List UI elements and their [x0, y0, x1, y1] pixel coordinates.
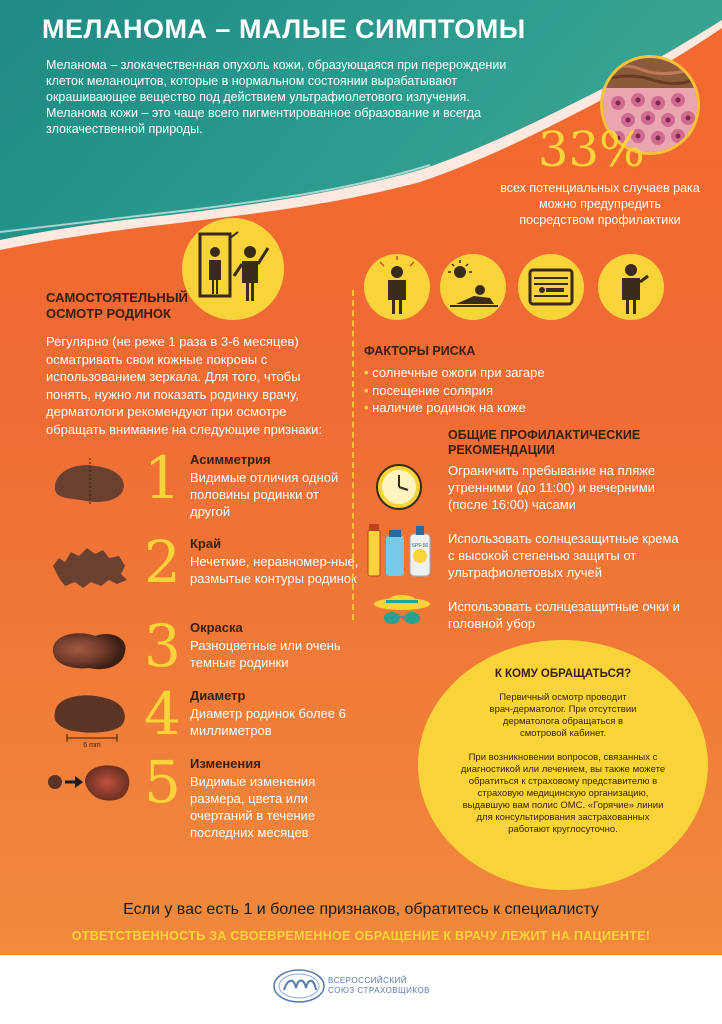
- prevention-heading-line1: ОБЩИЕ ПРОФИЛАКТИЧЕСКИЕ: [448, 428, 641, 442]
- prevention-text-hours: Ограничить пребывание на пляже утренними (до 11:00) и вечерними (после 16:00) часами: [448, 463, 656, 512]
- logo-text: [328, 976, 430, 996]
- sign-description: Нечеткие, неравномер-ные, размытые контуры родинок: [190, 554, 359, 586]
- risk-icon-sunbathing: [440, 254, 506, 320]
- hat-sunglasses-icon: [372, 588, 432, 628]
- sign-number: 5: [144, 748, 181, 816]
- contact-heading: К КОМУ ОБРАЩАТЬСЯ?: [494, 668, 632, 680]
- self-exam-text: Регулярно (не реже 1 раза в 3-6 месяцев) осматривать свои кожные покровы с использованием зеркала. Для того, чтобы понять, нужно ли показать родинку врачу, дерматологи рекомендуют при осмотре обращать внимание на следующие признаки:: [46, 334, 323, 437]
- logo-line1: ВСЕРОССИЙСКИЙ: [328, 976, 408, 985]
- risk-list: [364, 364, 545, 417]
- cream-label: SPF 50: [411, 543, 429, 549]
- prevention-heading: [448, 428, 688, 458]
- risk-heading: ФАКТОРЫ РИСКА: [364, 344, 476, 358]
- sign-title: Изменения: [190, 756, 261, 771]
- sign-number: 2: [144, 528, 181, 596]
- person-moles-icon: [598, 254, 664, 320]
- sign-item-evolution: [40, 748, 350, 840]
- intro-text: Меланома – злокачественная опухоль кожи, образующаяся при перерождении клеток меланоцитов, которые в нормальном состоянии вырабатывают окрашивающее вещество под действием ультрафиолетового излучения. Меланома кожи – это чаще всего пигментированное образование и всегда злокачественной природы.: [46, 58, 507, 136]
- statistic-text: всех потенциальных случаев рака можно предупредить посредством профилактики: [500, 181, 700, 227]
- sign-title: Край: [190, 536, 222, 551]
- sign-number: 1: [144, 444, 181, 512]
- sign-number: 3: [144, 612, 181, 680]
- self-exam-heading: [46, 290, 188, 322]
- sign-description: Видимые изменения размера, цвета или очертаний в течение последних месяцев: [190, 774, 316, 840]
- prevention-heading-line2: РЕКОМЕНДАЦИИ: [448, 443, 555, 457]
- sign-description: Видимые отличия одной половины родинки от другой: [190, 470, 339, 519]
- clock-icon: [374, 462, 424, 512]
- self-exam-heading-line2: ОСМОТР РОДИНОК: [46, 306, 171, 321]
- sign-description: Разноцветные или очень темные родинки: [190, 638, 341, 670]
- mole-multicolor-icon: [45, 620, 135, 680]
- sunbathing-icon: [440, 254, 506, 320]
- mirror-self-exam-illustration: [182, 218, 284, 320]
- sign-title: Асимметрия: [190, 452, 271, 467]
- contact-text-insurance: При возникновении вопросов, связанных с диагностикой или лечением, вы также можете обратиться к страховому представителю в страховую медицинскую организацию, выдавшую вам полис ОМС. «Горячие» линии для консультирования застрахованных работают круглосуточно.: [460, 752, 666, 835]
- sign-item-border: [40, 528, 359, 616]
- sign-item-asymmetry: [40, 444, 350, 532]
- insurers-union-logo-icon: [272, 968, 326, 1004]
- contact-text-primary: Первичный осмотр проводит врач-дерматолог. При отсутствии дерматолога обращаться в смотровой кабинет.: [489, 692, 637, 739]
- prevention-text-glasses: Использовать солнцезащитные очки и головной убор: [448, 599, 680, 631]
- sign-title: Окраска: [190, 620, 243, 635]
- page-title: МЕЛАНОМА – МАЛЫЕ СИМПТОМЫ: [42, 14, 526, 44]
- solarium-icon: [518, 254, 584, 320]
- list-item: • наличие родинок на коже: [364, 399, 545, 417]
- list-item: • солнечные ожоги при загаре: [364, 364, 545, 382]
- mole-irregular-border-icon: [45, 536, 135, 596]
- statistic-percent: 33%: [538, 122, 645, 178]
- self-exam-heading-line1: САМОСТОЯТЕЛЬНЫЙ: [46, 290, 188, 305]
- sunscreen-icon: [364, 522, 440, 580]
- mole-asymmetric-icon: [45, 452, 135, 512]
- list-item: • посещение солярия: [364, 382, 545, 400]
- mole-change-icon: [45, 756, 135, 816]
- mirror-person-icon: [182, 218, 284, 320]
- prevention-text-sunscreen: Использовать солнцезащитные крема с высокой степенью защиты от ультрафиолетовых лучей: [448, 531, 679, 580]
- union-logo: [268, 968, 468, 1008]
- risk-icon-moles: [598, 254, 664, 320]
- risk-icon-burn: [364, 254, 430, 320]
- footer-responsibility: ОТВЕТСТВЕННОСТЬ ЗА СВОЕВРЕМЕННОЕ ОБРАЩЕНИЕ К ВРАЧУ ЛЕЖИТ НА ПАЦИЕНТЕ!: [71, 929, 651, 943]
- contact-info-circle: [418, 640, 708, 890]
- sign-number: 4: [144, 680, 181, 748]
- logo-line2: СОЮЗ СТРАХОВЩИКОВ: [328, 986, 431, 995]
- mole-diameter-icon: [45, 688, 135, 750]
- risk-icon-solarium: [518, 254, 584, 320]
- footer-call-to-action: Если у вас есть 1 и более признаков, обратитесь к специалисту: [123, 901, 599, 918]
- sunburn-person-icon: [364, 254, 430, 320]
- sign-title: Диаметр: [190, 688, 246, 703]
- diameter-mark-label: 6 mm: [83, 742, 101, 749]
- column-divider: [352, 290, 354, 620]
- sign-description: Диаметр родинок более 6 миллиметров: [190, 706, 346, 738]
